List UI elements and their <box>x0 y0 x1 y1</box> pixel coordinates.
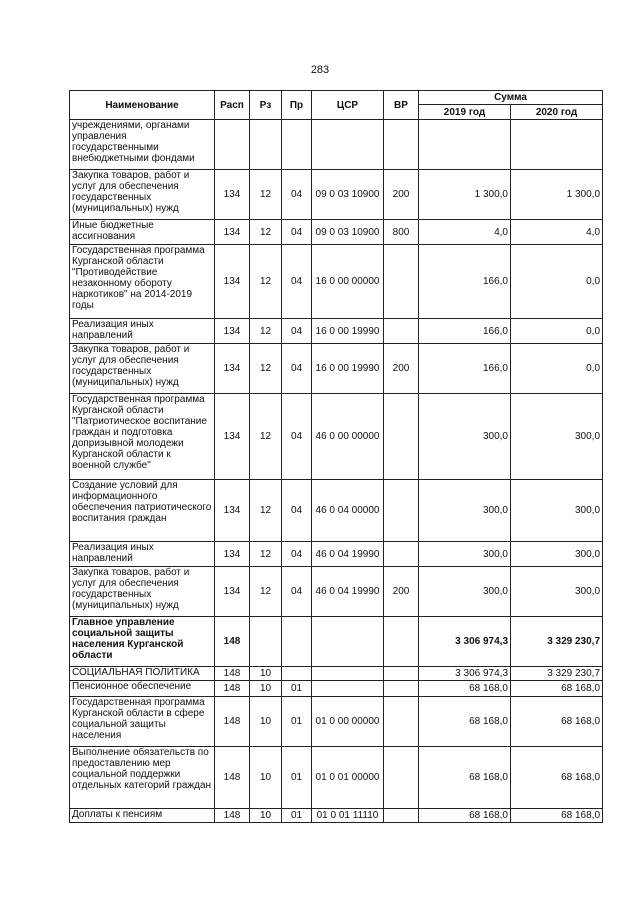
cell-csr: 09 0 03 10900 <box>312 170 384 220</box>
cell-rz: 10 <box>250 809 282 823</box>
cell-csr: 01 0 01 00000 <box>312 747 384 809</box>
cell-vr <box>384 697 419 747</box>
cell-2019: 300,0 <box>419 480 511 542</box>
table-row <box>70 681 603 697</box>
cell-rasp: 148 <box>215 809 250 823</box>
cell-rz: 12 <box>250 170 282 220</box>
cell-2019: 166,0 <box>419 344 511 394</box>
cell-rasp: 134 <box>215 480 250 542</box>
cell-rasp: 148 <box>215 617 250 667</box>
cell-2019: 300,0 <box>419 394 511 480</box>
table-row <box>70 809 603 823</box>
cell-pr: 04 <box>282 170 312 220</box>
cell-name: Государственная программа Курганской области "Патриотическое воспитание граждан и подготовка допризывной молодежи Курганской области к военной службе" <box>70 394 215 480</box>
cell-name: Создание условий для информационного обеспечения патриотического воспитания граждан <box>70 480 215 542</box>
cell-vr <box>384 542 419 567</box>
cell-csr: 46 0 04 19990 <box>312 567 384 617</box>
cell-2019: 1 300,0 <box>419 170 511 220</box>
cell-pr: 01 <box>282 747 312 809</box>
cell-rz: 10 <box>250 747 282 809</box>
cell-csr: 01 0 01 11110 <box>312 809 384 823</box>
cell-csr <box>312 681 384 697</box>
cell-rasp: 134 <box>215 567 250 617</box>
cell-vr: 800 <box>384 220 419 245</box>
cell-csr <box>312 617 384 667</box>
cell-rz: 10 <box>250 667 282 681</box>
cell-2019: 166,0 <box>419 319 511 344</box>
cell-2020: 68 168,0 <box>511 747 603 809</box>
cell-name: Пенсионное обеспечение <box>70 681 215 697</box>
cell-2020: 300,0 <box>511 480 603 542</box>
cell-name: СОЦИАЛЬНАЯ ПОЛИТИКА <box>70 667 215 681</box>
cell-vr <box>384 319 419 344</box>
cell-csr: 01 0 00 00000 <box>312 697 384 747</box>
cell-2020: 3 329 230,7 <box>511 617 603 667</box>
cell-vr <box>384 480 419 542</box>
cell-rz: 10 <box>250 697 282 747</box>
cell-pr: 04 <box>282 480 312 542</box>
cell-pr: 01 <box>282 681 312 697</box>
cell-csr <box>312 120 384 170</box>
cell-rz: 12 <box>250 344 282 394</box>
cell-name: учреждениями, органами управления государственными внебюджетными фондами <box>70 120 215 170</box>
header-rasp: Расп <box>215 91 250 120</box>
table-row <box>70 394 603 480</box>
cell-pr: 04 <box>282 344 312 394</box>
cell-vr <box>384 120 419 170</box>
cell-2019: 300,0 <box>419 567 511 617</box>
header-2019: 2019 год <box>419 105 511 120</box>
header-2020: 2020 год <box>511 105 603 120</box>
cell-2020: 300,0 <box>511 542 603 567</box>
cell-rasp: 148 <box>215 697 250 747</box>
cell-name: Государственная программа Курганской области "Противодействие незаконному обороту наркотиков" на 2014-2019 годы <box>70 245 215 319</box>
cell-rz: 12 <box>250 220 282 245</box>
cell-2019: 68 168,0 <box>419 697 511 747</box>
cell-2019: 4,0 <box>419 220 511 245</box>
cell-vr <box>384 617 419 667</box>
cell-rz <box>250 120 282 170</box>
cell-2020: 300,0 <box>511 394 603 480</box>
cell-name: Доплаты к пенсиям <box>70 809 215 823</box>
table-row <box>70 542 603 567</box>
cell-pr: 04 <box>282 220 312 245</box>
cell-name: Реализация иных направлений <box>70 542 215 567</box>
cell-csr: 16 0 00 00000 <box>312 245 384 319</box>
cell-csr: 09 0 03 10900 <box>312 220 384 245</box>
cell-rasp: 134 <box>215 319 250 344</box>
cell-rz: 12 <box>250 394 282 480</box>
cell-csr: 16 0 00 19990 <box>312 319 384 344</box>
cell-pr: 01 <box>282 697 312 747</box>
cell-2020: 68 168,0 <box>511 681 603 697</box>
cell-rz: 12 <box>250 567 282 617</box>
cell-name: Государственная программа Курганской области в сфере социальной защиты населения <box>70 697 215 747</box>
table-row <box>70 344 603 394</box>
cell-vr <box>384 245 419 319</box>
cell-name: Закупка товаров, работ и услуг для обеспечения государственных (муниципальных) нужд <box>70 344 215 394</box>
header-sum: Сумма <box>419 91 603 105</box>
cell-pr <box>282 667 312 681</box>
header-name: Наименование <box>70 91 215 120</box>
table-row <box>70 747 603 809</box>
cell-2020: 1 300,0 <box>511 170 603 220</box>
cell-vr: 200 <box>384 344 419 394</box>
cell-2019: 68 168,0 <box>419 809 511 823</box>
cell-2020: 0,0 <box>511 319 603 344</box>
cell-pr: 04 <box>282 394 312 480</box>
cell-2020: 0,0 <box>511 344 603 394</box>
cell-2020: 4,0 <box>511 220 603 245</box>
cell-2019 <box>419 120 511 170</box>
table-row <box>70 667 603 681</box>
cell-pr: 01 <box>282 809 312 823</box>
page-number: 283 <box>310 64 330 76</box>
header-csr: ЦСР <box>312 91 384 120</box>
cell-csr: 16 0 00 19990 <box>312 344 384 394</box>
cell-rz: 12 <box>250 480 282 542</box>
header-vr: ВР <box>384 91 419 120</box>
cell-2020: 68 168,0 <box>511 809 603 823</box>
cell-vr <box>384 747 419 809</box>
cell-rasp: 134 <box>215 245 250 319</box>
cell-name: Закупка товаров, работ и услуг для обеспечения государственных (муниципальных) нужд <box>70 170 215 220</box>
cell-rz: 12 <box>250 542 282 567</box>
cell-name: Главное управление социальной защиты населения Курганской области <box>70 617 215 667</box>
cell-csr: 46 0 00 00000 <box>312 394 384 480</box>
header-pr: Пр <box>282 91 312 120</box>
budget-table <box>69 90 603 823</box>
header-rz: Рз <box>250 91 282 120</box>
cell-vr <box>384 809 419 823</box>
cell-csr: 46 0 04 00000 <box>312 480 384 542</box>
cell-rz: 12 <box>250 245 282 319</box>
cell-pr <box>282 617 312 667</box>
cell-pr: 04 <box>282 567 312 617</box>
cell-2019: 166,0 <box>419 245 511 319</box>
cell-rasp: 148 <box>215 681 250 697</box>
cell-rasp: 134 <box>215 170 250 220</box>
cell-rz: 10 <box>250 681 282 697</box>
cell-vr: 200 <box>384 170 419 220</box>
cell-pr <box>282 120 312 170</box>
cell-rasp: 134 <box>215 542 250 567</box>
table-row <box>70 697 603 747</box>
cell-rz: 12 <box>250 319 282 344</box>
cell-pr: 04 <box>282 542 312 567</box>
cell-2020 <box>511 120 603 170</box>
cell-vr <box>384 667 419 681</box>
cell-name: Иные бюджетные ассигнования <box>70 220 215 245</box>
cell-2020: 68 168,0 <box>511 697 603 747</box>
cell-2019: 3 306 974,3 <box>419 667 511 681</box>
cell-vr <box>384 681 419 697</box>
cell-name: Реализация иных направлений <box>70 319 215 344</box>
table-row <box>70 245 603 319</box>
table-row <box>70 319 603 344</box>
cell-2019: 68 168,0 <box>419 681 511 697</box>
cell-rasp: 134 <box>215 344 250 394</box>
cell-vr: 200 <box>384 567 419 617</box>
cell-2019: 300,0 <box>419 542 511 567</box>
table-row <box>70 220 603 245</box>
table-row <box>70 567 603 617</box>
cell-2019: 68 168,0 <box>419 747 511 809</box>
cell-pr: 04 <box>282 245 312 319</box>
cell-rasp: 148 <box>215 667 250 681</box>
cell-csr: 46 0 04 19990 <box>312 542 384 567</box>
cell-rz <box>250 617 282 667</box>
cell-2020: 3 329 230,7 <box>511 667 603 681</box>
cell-rasp: 134 <box>215 220 250 245</box>
cell-name: Выполнение обязательств по предоставлению мер социальной поддержки отдельных категорий граждан <box>70 747 215 809</box>
cell-rasp <box>215 120 250 170</box>
table-row <box>70 170 603 220</box>
cell-2020: 300,0 <box>511 567 603 617</box>
table-row <box>70 617 603 667</box>
table-row <box>70 120 603 170</box>
cell-pr: 04 <box>282 319 312 344</box>
cell-2019: 3 306 974,3 <box>419 617 511 667</box>
cell-name: Закупка товаров, работ и услуг для обеспечения государственных (муниципальных) нужд <box>70 567 215 617</box>
cell-rasp: 148 <box>215 747 250 809</box>
table-row <box>70 480 603 542</box>
cell-2020: 0,0 <box>511 245 603 319</box>
cell-rasp: 134 <box>215 394 250 480</box>
cell-vr <box>384 394 419 480</box>
cell-csr <box>312 667 384 681</box>
